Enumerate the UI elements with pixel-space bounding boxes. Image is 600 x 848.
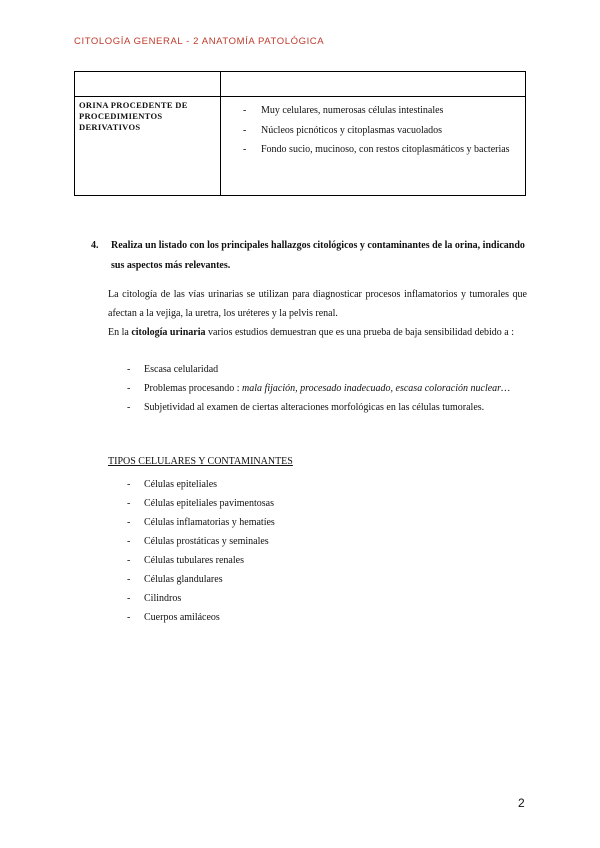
list-item-text: Problemas procesando :	[144, 383, 243, 394]
list-item: - Células inflamatorias y hematíes	[127, 513, 527, 532]
sensitivity-paragraph	[108, 323, 527, 342]
list-item: - Subjetividad al examen de ciertas alteraciones morfológicas en las células tumorales.	[127, 398, 527, 417]
intro-paragraph: La citología de las vías urinarias se utilizan para diagnosticar procesos inflamatorios y tumorales que afectan a la vejiga, la uretra, los uréteres y la pelvis renal.	[108, 289, 527, 319]
list-item: - Núcleos picnóticos y citoplasmas vacuolados	[243, 121, 519, 141]
list-item: - Células glandulares	[127, 570, 527, 589]
paragraph-text: En la	[108, 327, 132, 338]
question-number: 4.	[91, 240, 99, 251]
table-header-row	[75, 72, 526, 97]
list-item: - Células prostáticas y seminales	[127, 532, 527, 551]
list-item-italic: mala fijación, procesado inadecuado, escasa coloración nuclear…	[242, 383, 510, 394]
page-number: 2	[518, 796, 525, 810]
table-row-label-cell	[75, 97, 221, 196]
cytology-table	[74, 71, 526, 196]
list-item: - Células epiteliales pavimentosas	[127, 494, 527, 513]
list-item: - Células tubulares renales	[127, 551, 527, 570]
list-item: - Escasa celularidad	[127, 360, 527, 379]
list-item	[127, 379, 527, 398]
list-item: - Cuerpos amiláceos	[127, 608, 527, 627]
list-item: - Cilindros	[127, 589, 527, 608]
question-text: Realiza un listado con los principales hallazgos citológicos y contaminantes de la orina, indicando sus aspectos más relevantes.	[111, 240, 525, 271]
list-item: - Fondo sucio, mucinoso, con restos citoplasmáticos y bacterias	[243, 140, 519, 160]
table-row-label: ORINA PROCEDENTE DE PROCEDIMIENTOS DERIVATIVOS	[79, 100, 188, 132]
limitations-list	[127, 360, 527, 417]
table-row	[75, 97, 526, 196]
cell-types-subtitle: TIPOS CELULARES Y CONTAMINANTES	[108, 456, 293, 467]
list-item: - Muy celulares, numerosas células intestinales	[243, 101, 519, 121]
table-cell-empty-left	[75, 72, 221, 97]
findings-list	[221, 97, 525, 160]
list-item: - Células epiteliales	[127, 475, 527, 494]
question-block	[91, 236, 527, 276]
table-findings-cell	[221, 97, 526, 196]
cell-types-list	[127, 475, 527, 627]
document-header-title: CITOLOGÍA GENERAL - 2 ANATOMÍA PATOLÓGICA	[74, 36, 325, 47]
paragraph-text: varios estudios demuestran que es una prueba de baja sensibilidad debido a :	[205, 327, 515, 338]
table-cell-empty-right	[221, 72, 526, 97]
paragraph-bold-term: citología urinaria	[131, 327, 206, 338]
